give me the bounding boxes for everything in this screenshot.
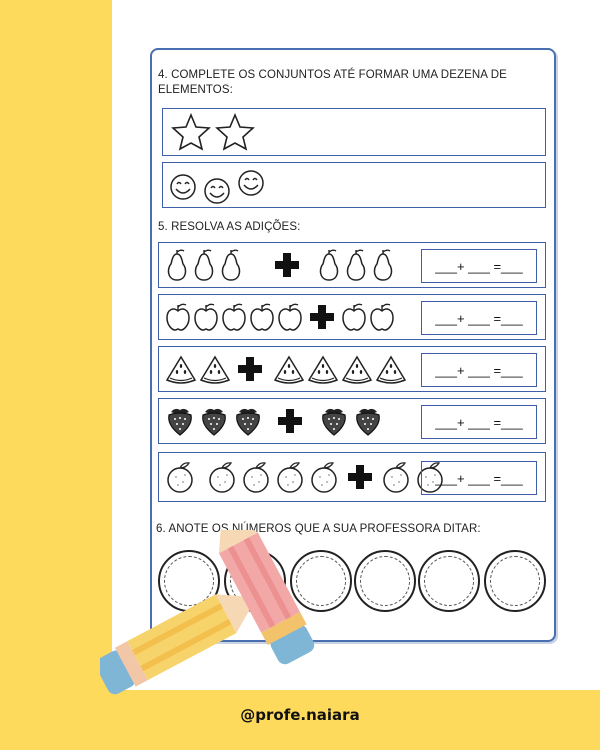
question-6-title: 6. ANOTE OS NÚMEROS QUE A SUA PROFESSORA DITAR: [156,523,481,535]
number-circle[interactable] [484,550,546,612]
question-4-title: 4. COMPLETE OS CONJUNTOS ATÉ FORMAR UMA DEZENA DE ELEMENTOS: [158,69,507,96]
addition-row-oranges [158,452,546,502]
plus-icon [274,252,300,278]
apple-icon [165,302,191,332]
smiley-icon [237,169,265,197]
watermelon-slice-icon [307,354,339,384]
apple-icon [369,302,395,332]
plus-icon [347,464,373,490]
strawberry-icon [319,405,349,437]
strawberry-icon [199,405,229,437]
star-icon [215,113,255,151]
set-row [163,163,545,213]
answer-box[interactable]: ___+ ___ =___ [421,249,537,283]
pear-icon [371,247,395,283]
smiley-icon [203,177,231,205]
addition-row-watermelons [158,346,546,392]
answer-box[interactable]: ___+ ___ =___ [421,301,537,335]
strawberry-icon [233,405,263,437]
orange-icon [381,460,411,494]
watermelon-slice-icon [165,354,197,384]
orange-icon [275,460,305,494]
orange-icon [309,460,339,494]
watermelon-slice-icon [273,354,305,384]
strawberry-icon [165,405,195,437]
set-box-stars [162,108,546,156]
apple-icon [221,302,247,332]
answer-box[interactable]: ___+ ___ =___ [421,461,537,495]
set-box-smileys [162,162,546,208]
apple-icon [193,302,219,332]
apple-icon [277,302,303,332]
addition-row-pears [158,242,546,288]
pencils-illustration [100,530,340,700]
set-row [163,109,545,155]
plus-icon [277,408,303,434]
author-handle: @profe.naiara [240,706,360,724]
answer-box[interactable]: ___+ ___ =___ [421,405,537,439]
orange-icon [241,460,271,494]
plus-icon [309,304,335,330]
apple-icon [249,302,275,332]
addition-row-apples [158,294,546,340]
smiley-icon [169,173,197,201]
answer-box[interactable]: ___+ ___ =___ [421,353,537,387]
pear-icon [317,247,341,283]
apple-icon [341,302,367,332]
watermelon-slice-icon [199,354,231,384]
orange-icon [165,460,195,494]
number-circle[interactable] [418,550,480,612]
pear-icon [219,247,243,283]
pear-icon [344,247,368,283]
orange-icon [207,460,237,494]
watermelon-slice-icon [375,354,407,384]
question-5-title: 5. RESOLVA AS ADIÇÕES: [158,221,301,233]
watermelon-slice-icon [341,354,373,384]
plus-icon [237,356,263,382]
yellow-left-band [0,0,112,750]
star-icon [171,113,211,151]
number-circle[interactable] [354,550,416,612]
pear-icon [165,247,189,283]
pear-icon [192,247,216,283]
addition-row-strawberries [158,398,546,444]
strawberry-icon [353,405,383,437]
